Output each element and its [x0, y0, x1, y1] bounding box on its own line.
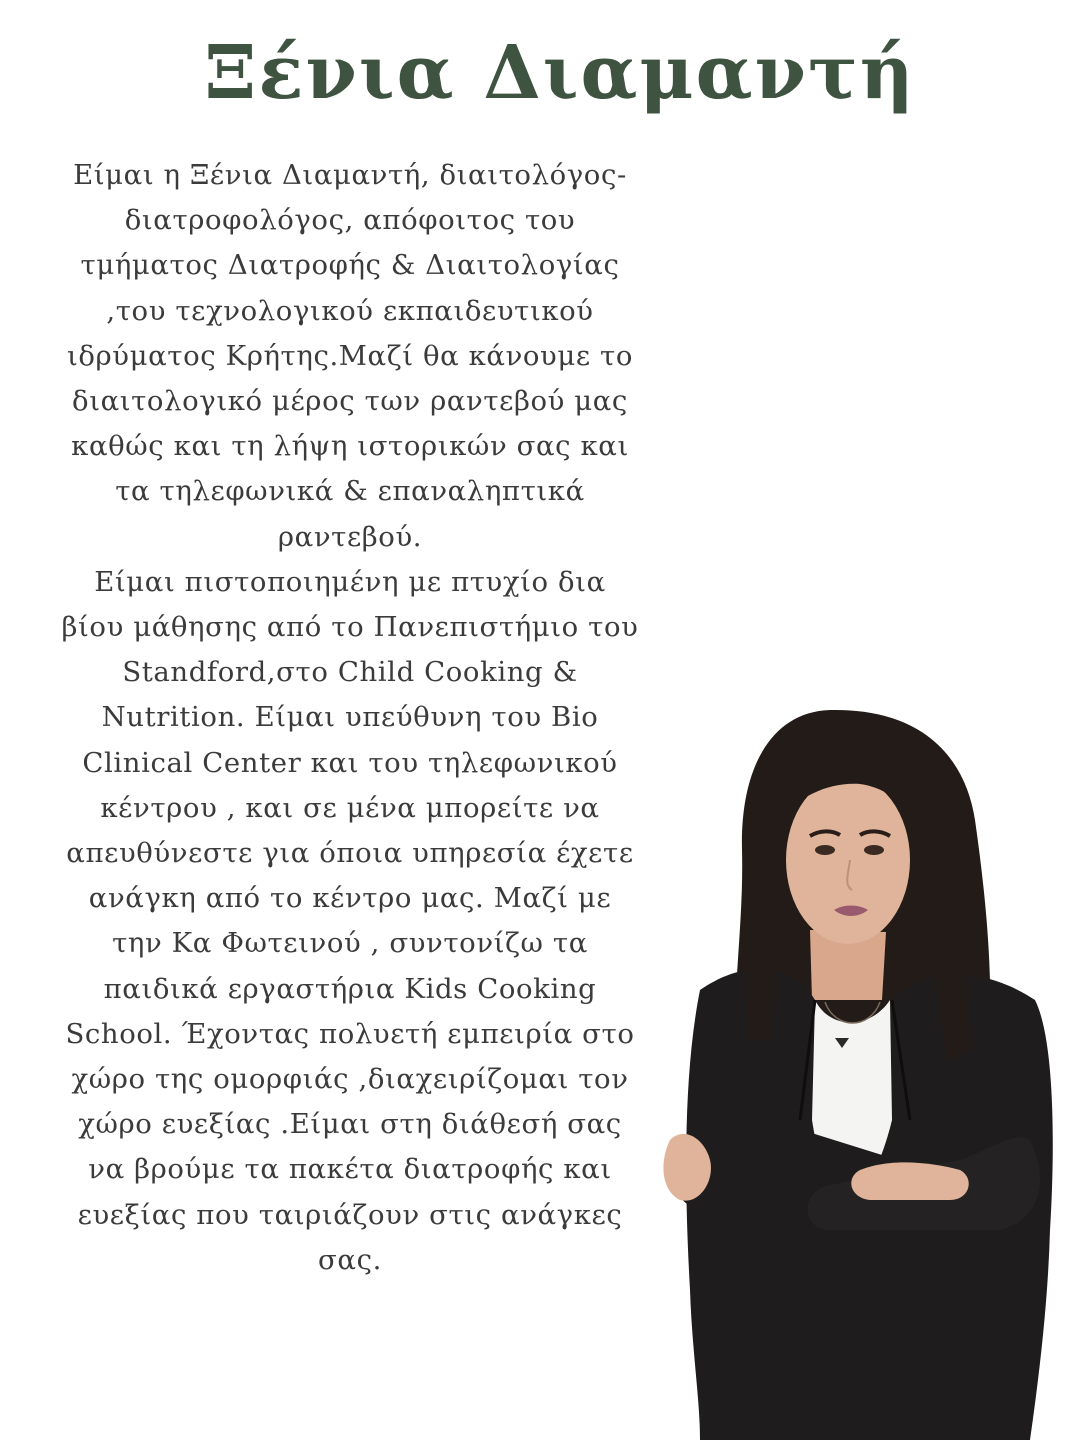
bio-line: διατροφολόγος, απόφοιτος του [124, 204, 576, 237]
bio-line: χώρο της ομορφιάς ,διαχειρίζομαι τον [71, 1063, 629, 1096]
bio-line: ,του τεχνολογικού εκπαιδευτικού [106, 294, 594, 327]
bio-line: καθώς και τη λήψη ιστορικών σας και [71, 430, 629, 463]
bio-line: Nutrition. Είμαι υπεύθυνη του Bio [101, 701, 599, 734]
bio-line: ιδρύματος Κρήτης.Μαζί θα κάνουμε το [66, 339, 633, 372]
bio-line: Standford,στο Child Cooking & [122, 656, 578, 689]
bio-line: School. Έχοντας πολυετή εμπειρία στο [65, 1017, 635, 1050]
bio-line: χώρο ευεξίας .Είμαι στη διάθεσή σας [78, 1108, 622, 1141]
bio-line: την Κα Φωτεινού , συντονίζω τα [112, 927, 588, 960]
bio-line: παιδικά εργαστήρια Kids Cooking [103, 972, 597, 1005]
bio-line: διαιτολογικό μέρος των ραντεβού μας [72, 385, 628, 418]
bio-line: βίου μάθησης από το Πανεπιστήμιο του [61, 611, 639, 644]
bio-line: τα τηλεφωνικά & επαναληπτικά [115, 475, 585, 508]
bio-line: Είμαι πιστοποιημένη με πτυχίο δια [94, 565, 606, 598]
bio-line: ευεξίας που ταιριάζουν στις ανάγκες [77, 1198, 623, 1231]
bio-line: να βρούμε τα πακέτα διατροφής και [88, 1153, 612, 1186]
bio-line: σας. [318, 1243, 382, 1276]
page-title: Ξένια Διαμαντή [204, 30, 916, 116]
bio-line: ανάγκη από το κέντρο μας. Μαζί με [88, 882, 612, 915]
bio-line: κέντρου , και σε μένα μπορείτε να [100, 791, 600, 824]
eye-left [815, 845, 835, 855]
bio-line: Είμαι η Ξένια Διαμαντή, διαιτολόγος- [73, 159, 627, 191]
portrait-photo-icon [630, 700, 1080, 1440]
eye-right [864, 845, 884, 855]
bio-line: απευθύνεστε για όποια υπηρεσία έχετε [66, 837, 634, 870]
bio-line: Clinical Center και του τηλεφωνικού [82, 746, 618, 779]
hand-left [851, 1162, 968, 1200]
bio-line: ραντεβού. [277, 520, 423, 553]
bio-text [40, 153, 660, 1283]
bio-line: τμήματος Διατροφής & Διαιτολογίας [80, 249, 620, 282]
face [786, 776, 910, 944]
